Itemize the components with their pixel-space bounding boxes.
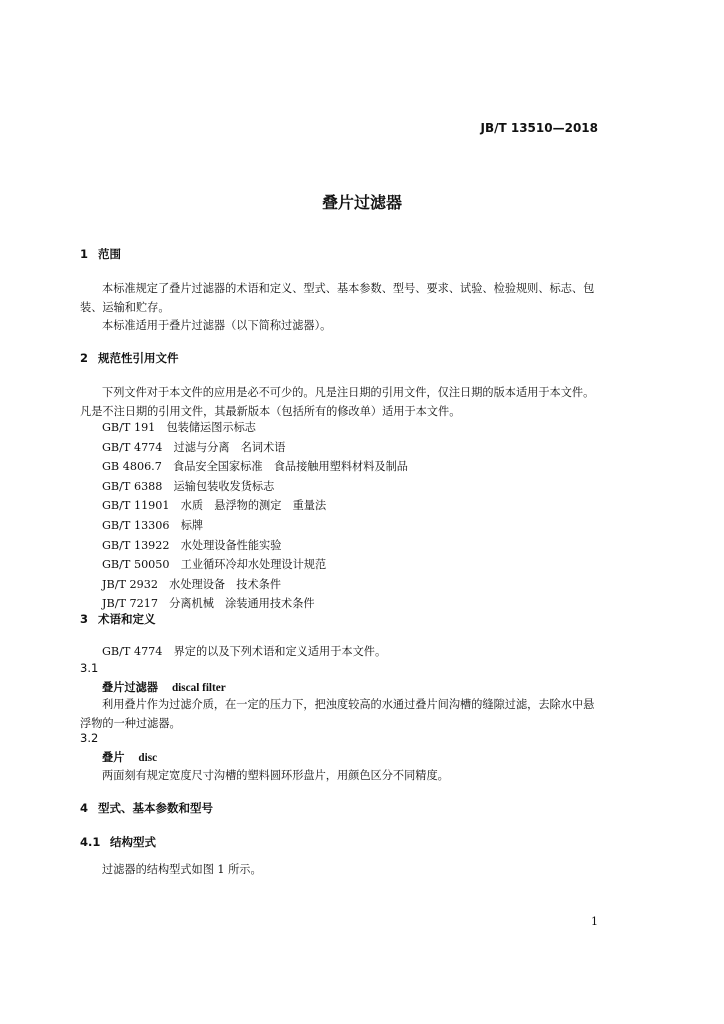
term-number: 3.2 — [80, 731, 99, 745]
section-2-heading — [80, 350, 179, 366]
reference-item: GB/T 11901 水质 悬浮物的测定 重量法 — [102, 499, 327, 513]
section-4-heading — [80, 800, 213, 816]
reference-item: GB/T 6388 运输包装收发货标志 — [102, 479, 275, 493]
section-title: 型式、基本参数和型号 — [98, 801, 213, 815]
section-1-heading — [80, 246, 121, 262]
section-3-heading — [80, 611, 156, 627]
subsection-title: 结构型式 — [110, 835, 156, 849]
normative-references-list — [102, 418, 408, 614]
section-1-paragraph-1: 本标准规定了叠片过滤器的术语和定义、型式、基本参数、型号、要求、试验、检验规则、标志、包装、运输和贮存。 — [80, 282, 595, 314]
reference-item: GB/T 13922 水处理设备性能实验 — [102, 538, 282, 552]
term-definition: 利用叠片作为过滤介质，在一定的压力下，把浊度较高的水通过叠片间沟槽的缝隙过滤，去除水中悬浮物的一种过滤器。 — [80, 698, 595, 730]
section-2-paragraph: 下列文件对于本文件的应用是必不可少的。凡是注日期的引用文件，仅注日期的版本适用于本文件。凡是不注日期的引用文件，其最新版本（包括所有的修改单）适用于本文件。 — [80, 386, 595, 418]
section-title: 范围 — [98, 247, 121, 261]
term-chinese: 叠片 — [102, 750, 125, 764]
section-number: 1 — [80, 247, 89, 261]
reference-item: JB/T 2932 水处理设备 技术条件 — [102, 577, 282, 591]
term-english: disc — [138, 752, 158, 764]
document-title: 叠片过滤器 — [321, 193, 402, 212]
term-definition: 两面刻有规定宽度尺寸沟槽的塑料圆环形盘片，用颜色区分不同精度。 — [102, 769, 449, 782]
reference-item: GB/T 13306 标牌 — [102, 518, 204, 532]
term-heading — [102, 749, 157, 765]
reference-item: GB 4806.7 食品安全国家标准 食品接触用塑料材料及制品 — [102, 460, 408, 474]
section-title: 术语和定义 — [98, 612, 156, 626]
reference-item: GB/T 4774 过滤与分离 名词术语 — [102, 440, 286, 454]
reference-item: JB/T 7217 分离机械 涂装通用技术条件 — [102, 597, 315, 611]
subsection-4-1-paragraph: 过滤器的结构型式如图 1 所示。 — [102, 863, 262, 876]
reference-item: GB/T 191 包装储运图示标志 — [102, 421, 256, 434]
section-number: 2 — [80, 351, 89, 365]
section-title: 规范性引用文件 — [98, 351, 179, 365]
section-number: 4 — [80, 801, 89, 815]
page-number: 1 — [591, 915, 598, 928]
term-number: 3.1 — [80, 661, 99, 675]
term-english: discal filter — [171, 682, 226, 694]
subsection-4-1-heading — [80, 834, 156, 850]
reference-item: GB/T 50050 工业循环冷却水处理设计规范 — [102, 558, 327, 572]
section-3-paragraph: GB/T 4774 界定的以及下列术语和定义适用于本文件。 — [102, 645, 387, 658]
term-chinese: 叠片过滤器 — [102, 680, 158, 694]
standard-code: JB/T 13510—2018 — [480, 121, 598, 135]
section-1-paragraph-2: 本标准适用于叠片过滤器（以下简称过滤器）。 — [102, 319, 332, 332]
section-number: 3 — [80, 612, 89, 626]
subsection-number: 4.1 — [80, 835, 101, 849]
term-heading — [102, 679, 226, 695]
